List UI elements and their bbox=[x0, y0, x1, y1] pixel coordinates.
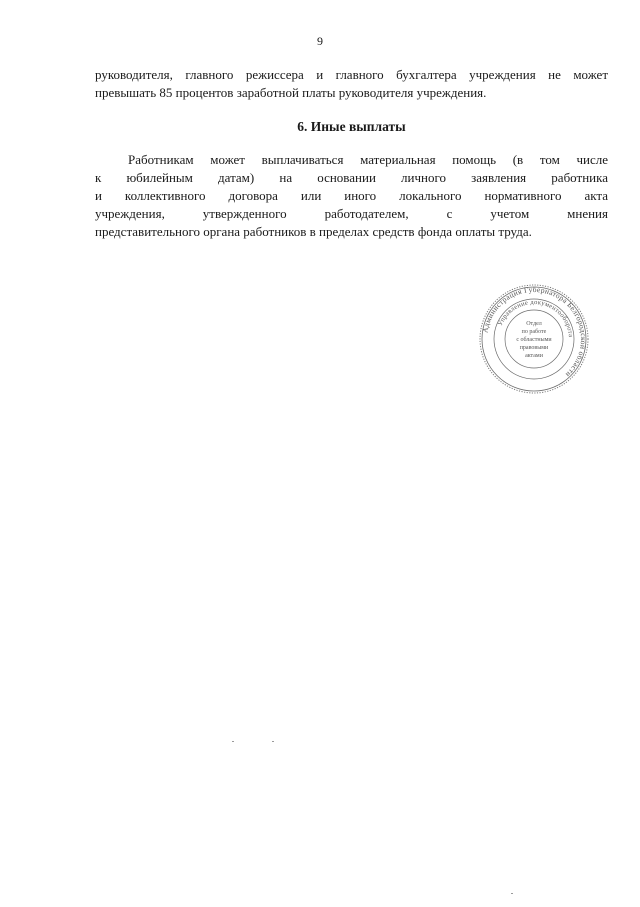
paragraph-top bbox=[95, 66, 608, 102]
stamp-center-line: актами bbox=[525, 353, 543, 359]
scan-speck bbox=[272, 741, 274, 742]
stamp-center-line: с областными bbox=[516, 337, 552, 343]
stamp-graphic bbox=[478, 283, 590, 395]
scan-speck bbox=[232, 741, 234, 742]
stamp-center-line: по работе bbox=[521, 329, 547, 335]
stamp-inner-text: Управление документооборота bbox=[496, 298, 574, 338]
text-line: и коллективного договора или иного локального нормативного акта bbox=[95, 188, 608, 203]
text-line: руководителя, главного режиссера и главного бухгалтера учреждения не может bbox=[95, 67, 608, 82]
stamp-center-line: Отдел bbox=[526, 321, 542, 327]
section-heading: 6. Иные выплаты bbox=[297, 119, 406, 134]
stamp-center-text bbox=[516, 321, 552, 359]
stamp-center-line: правовыми bbox=[519, 345, 549, 351]
page-number: 9 bbox=[317, 34, 323, 48]
text-line: к юбилейным датам) на основании личного заявления работника bbox=[95, 170, 608, 185]
text-line: Работникам может выплачиваться материальная помощь (в том числе bbox=[128, 152, 608, 167]
text-line: учреждения, утвержденного работодателем, с учетом мнения bbox=[95, 206, 608, 221]
text-line: представительного органа работников в пределах средств фонда оплаты труда. bbox=[95, 224, 532, 239]
text-line: превышать 85 процентов заработной платы руководителя учреждения. bbox=[95, 85, 487, 100]
official-stamp bbox=[478, 283, 590, 395]
scan-speck bbox=[511, 893, 513, 894]
paragraph-main bbox=[95, 151, 608, 241]
stamp-outer-text: Администрация Губернатора Белгородской области bbox=[480, 284, 589, 380]
